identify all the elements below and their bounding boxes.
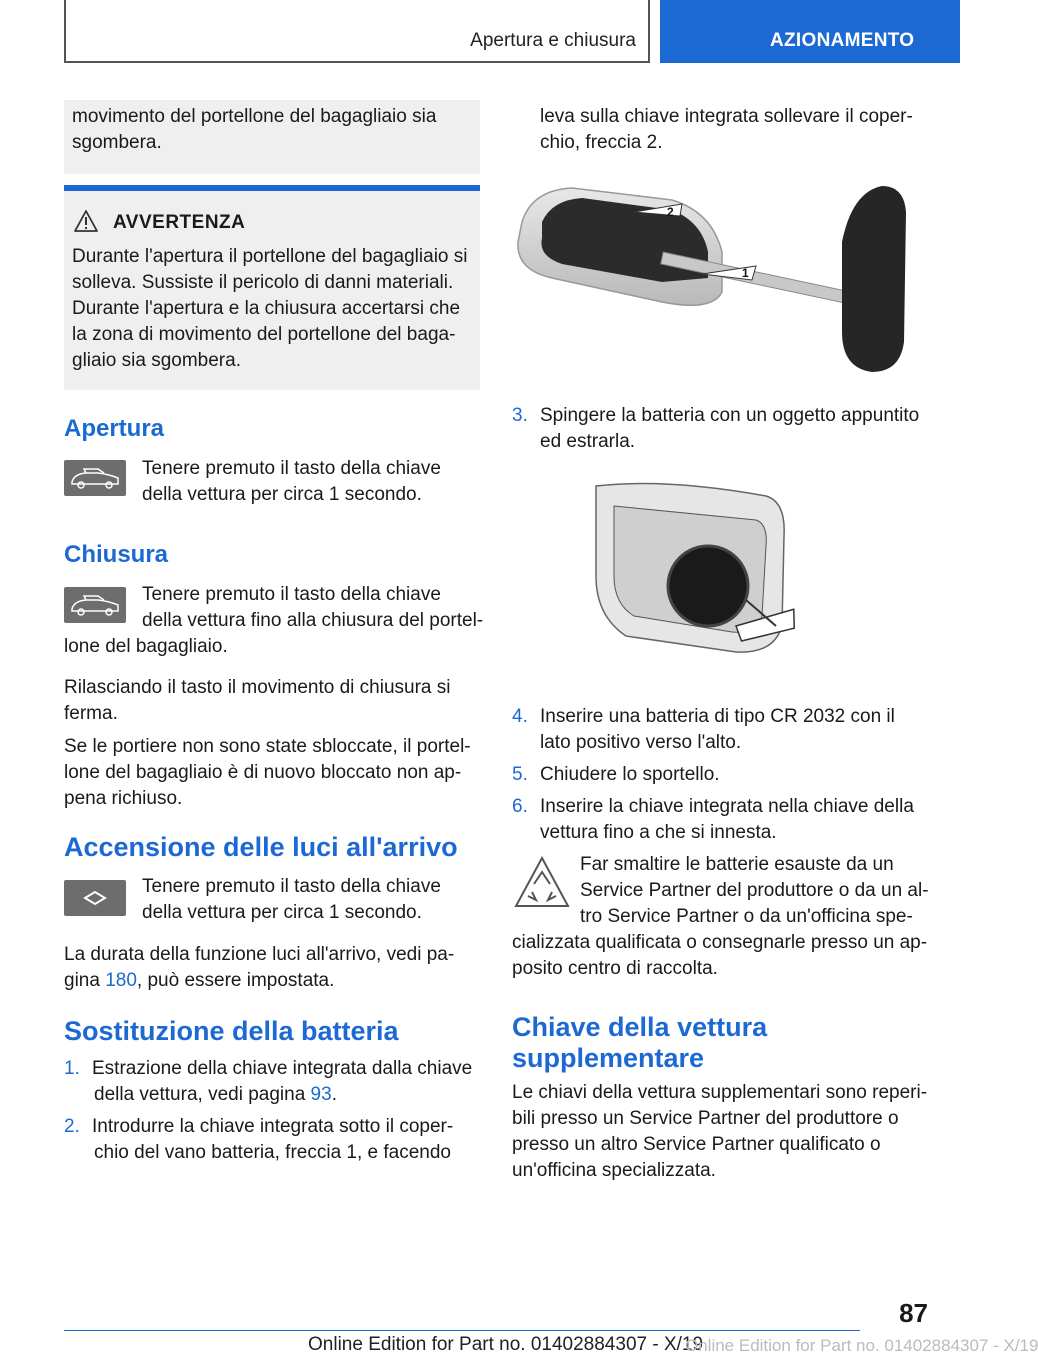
footer-watermark: Online Edition for Part no. 01402884307 - X/19 bbox=[685, 1336, 1038, 1355]
step-5-number: 5. bbox=[512, 764, 528, 785]
step-1-text-post: . bbox=[331, 1084, 337, 1105]
step-3-line-2: ed estrarla. bbox=[540, 431, 636, 452]
step-2-cont-line-1: leva sulla chiave integrata sollevare il coper- bbox=[540, 106, 913, 127]
step-5 bbox=[512, 762, 720, 788]
step-3-number: 3. bbox=[512, 405, 528, 426]
step-1-line-2 bbox=[94, 1082, 337, 1108]
chiusura-line-2: della vettura fino alla chiusura del portel- bbox=[142, 610, 484, 631]
warning-line-2: solleva. Sussiste il pericolo di danni materiali. bbox=[72, 272, 454, 293]
warning-line-1: Durante l'apertura il portellone del bagagliaio si bbox=[72, 246, 468, 267]
step-6-line-1: Inserire la chiave integrata nella chiave della bbox=[540, 796, 914, 817]
recycle-line-2: Service Partner del produttore o da un al- bbox=[580, 880, 929, 901]
portiere-line-1: Se le portiere non sono state sbloccate, il portel- bbox=[64, 736, 471, 757]
note-line-1: movimento del portellone del bagagliaio sia bbox=[72, 106, 437, 127]
chiave-supp-line-3: presso un altro Service Partner qualificato o bbox=[512, 1134, 881, 1155]
chiave-supp-line-1: Le chiavi della vettura supplementari sono reperi- bbox=[512, 1082, 928, 1103]
light-button-icon bbox=[64, 880, 126, 916]
battery-figure bbox=[586, 476, 810, 680]
step-2-line-1: Introdurre la chiave integrata sotto il coper- bbox=[92, 1116, 454, 1137]
note-line-2: sgombera. bbox=[72, 132, 162, 153]
step-2-cont-line-2: chio, freccia 2. bbox=[540, 132, 663, 153]
step-2-number: 2. bbox=[64, 1116, 80, 1137]
step-1 bbox=[64, 1056, 472, 1082]
warning-line-5: gliaio sia sgombera. bbox=[72, 350, 241, 371]
step-6-line-2: vettura fino a che si innesta. bbox=[540, 822, 777, 843]
warning-line-3: Durante l'apertura e la chiusura accertarsi che bbox=[72, 298, 461, 319]
rilasciando-line-2: ferma. bbox=[64, 703, 118, 724]
step-2 bbox=[64, 1114, 453, 1140]
portiere-line-2: lone del bagagliaio è di nuovo bloccato non ap- bbox=[64, 762, 462, 783]
luci-heading: Accensione delle luci all'arrivo bbox=[64, 832, 458, 862]
step-4 bbox=[512, 704, 895, 730]
page-link-180[interactable]: 180 bbox=[105, 970, 137, 991]
warning-triangle-icon bbox=[74, 210, 98, 232]
step-6-number: 6. bbox=[512, 796, 528, 817]
tailgate-button-icon-2 bbox=[64, 587, 126, 623]
footer-rule bbox=[64, 1330, 860, 1331]
apertura-line-1: Tenere premuto il tasto della chiave bbox=[142, 458, 441, 479]
portiere-line-3: pena richiuso. bbox=[64, 788, 183, 809]
recycle-line-4: cializzata qualificata o consegnarle presso un ap- bbox=[512, 932, 928, 953]
step-5-line-1: Chiudere lo sportello. bbox=[540, 764, 720, 785]
durata-text-pre: gina bbox=[64, 970, 106, 991]
step-1-line-1: Estrazione della chiave integrata dalla chiave bbox=[92, 1058, 473, 1079]
tailgate-button-icon bbox=[64, 460, 126, 496]
figure-label-2: 2 bbox=[667, 205, 674, 219]
recycle-line-5: posito centro di raccolta. bbox=[512, 958, 718, 979]
key-figure-1 bbox=[512, 182, 912, 378]
durata-text-post: , può essere impostata. bbox=[136, 970, 335, 991]
recycle-line-3: tro Service Partner o da un'officina spe- bbox=[580, 906, 913, 927]
step-3-line-1: Spingere la batteria con un oggetto appuntito bbox=[540, 405, 920, 426]
apertura-heading: Apertura bbox=[64, 415, 165, 442]
chiave-supp-line-2: bili presso un Service Partner del produttore o bbox=[512, 1108, 899, 1129]
batteria-heading: Sostituzione della batteria bbox=[64, 1016, 399, 1046]
step-2-line-2: chio del vano batteria, freccia 1, e facendo bbox=[94, 1142, 452, 1163]
chapter-tab-label: AZIONAMENTO bbox=[770, 30, 915, 51]
step-4-line-1: Inserire una batteria di tipo CR 2032 con il bbox=[540, 706, 895, 727]
recycle-icon bbox=[512, 856, 572, 912]
figure-label-1: 1 bbox=[742, 266, 749, 280]
step-6 bbox=[512, 794, 914, 820]
page-number: 87 bbox=[899, 1298, 928, 1328]
step-1-text-pre: della vettura, vedi pagina bbox=[94, 1084, 311, 1105]
luci-line-1: Tenere premuto il tasto della chiave bbox=[142, 876, 441, 897]
luci-line-2: della vettura per circa 1 secondo. bbox=[142, 902, 422, 923]
warning-line-4: la zona di movimento del portellone del baga- bbox=[72, 324, 456, 345]
recycle-line-1: Far smaltire le batterie esauste da un bbox=[580, 854, 894, 875]
step-4-line-2: lato positivo verso l'alto. bbox=[540, 732, 742, 753]
page-link-93[interactable]: 93 bbox=[310, 1084, 332, 1105]
chiave-supp-heading-1: Chiave della vettura bbox=[512, 1012, 768, 1042]
durata-line-1: La durata della funzione luci all'arrivo, vedi pa- bbox=[64, 944, 455, 965]
chiusura-line-1: Tenere premuto il tasto della chiave bbox=[142, 584, 441, 605]
warning-title: AVVERTENZA bbox=[113, 212, 246, 233]
step-4-number: 4. bbox=[512, 706, 528, 727]
header-section-title: Apertura e chiusura bbox=[470, 30, 636, 51]
chiave-supp-line-4: un'officina specializzata. bbox=[512, 1160, 716, 1181]
footer-edition: Online Edition for Part no. 01402884307 - X/19 bbox=[308, 1334, 704, 1355]
chiave-supp-heading-2: supplementare bbox=[512, 1043, 705, 1073]
apertura-line-2: della vettura per circa 1 secondo. bbox=[142, 484, 422, 505]
chiusura-heading: Chiusura bbox=[64, 541, 169, 568]
step-3 bbox=[512, 403, 919, 429]
durata-line-2 bbox=[64, 968, 334, 994]
rilasciando-line-1: Rilasciando il tasto il movimento di chiusura si bbox=[64, 677, 451, 698]
chiusura-line-3: lone del bagagliaio. bbox=[64, 636, 228, 657]
step-1-number: 1. bbox=[64, 1058, 80, 1079]
